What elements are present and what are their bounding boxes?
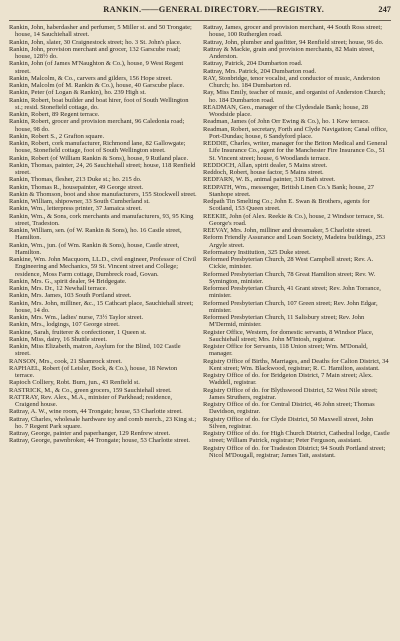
directory-entry: Registry Office of do. for Blythswood District, 52 West Nile street; James Struthers, registrar. [203,386,378,401]
directory-entry: Rankin, Miss, dairy, 16 Shuttle street. [9,335,107,343]
directory-entry: Rankin, Robert, cork manufacturer, Richmond lane, 82 Gallowgate; house, Stonefield cottage, foot of South Wellington street. [9,140,186,155]
directory-entry: Rapioch Colliery, Robt. Burn, jun., 43 Renfield st. [9,379,140,387]
header-rule [9,20,391,21]
directory-entry: Registry Office of do. for High Church District, Cathedral lodge, Castle street; William Patrick, registrar; Peter Ferguson, assistant. [203,430,390,445]
directory-entry: Rankin, Malcolm (of M. Rankin & Co.), house, 40 Garscube place. [9,82,185,89]
directory-entry: Rankin & Thomson, boot and shoe manufacturers, 155 Stockwell street. [9,190,197,198]
directory-entry: Rattray, James, grocer and provision merchant, 44 South Ross street; house, 100 Rutherglen road. [203,24,383,39]
directory-entry: Reformed Presbyterian Church, 41 Grant street; Rev. John Torrance, minister. [203,285,381,300]
directory-entry: Reformed Presbyterian Church, 28 West Campbell street; Rev. A. Cickie, minister. [203,256,374,271]
directory-entry: Rankin, Robert (of William Rankin & Sons), house, 9 Rutland place. [9,154,189,162]
directory-entry: Rankin, John (of James M'Naughton & Co.), house, 9 West Regent street. [9,60,184,75]
directory-entry: REDDOCH, Allan, spirit dealer, 5 Mains street. [203,161,328,169]
directory-entry: Registry Office of do. for Clyde District, 50 Maxwell street, John Silven, registrar. [203,415,374,430]
directory-entry: Registry Office of do. for Central District, 46 John street; Thomas Davidson, registrar. [203,401,375,416]
directory-entry: Reddoch, Robert, house factor, 5 Mains street. [203,169,324,176]
running-title: RANKIN.——GENERAL DIRECTORY.——REGISTRY. [103,5,325,14]
directory-entry: Rattray, Patrick, 204 Dumbarton road. [203,60,303,68]
directory-entry: Rankin, Thomas, painter, 24, 26 Sauchiehall street; house, 118 Renfield street. [9,161,196,176]
directory-entry: Rankin, Miss Elizabeth, matron, Asylum for the Blind, 102 Castle street. [9,343,181,358]
directory-entry: REDPATH, Wm., messenger, British Linen Co.'s Bank; house, 27 Stanhope street. [203,183,374,198]
directory-entry: Reformed Presbyterian Church, 107 Green street; Rev. John Edgar, minister. [203,299,378,314]
directory-entry: REEKIE, John (of Alex. Reekie & Co.), house, 2 Windsor terrace, St. George's road. [203,212,384,227]
directory-entry: REEVAY, Mrs. John, milliner and dressmaker, 5 Charlotte street. [203,227,372,234]
right-column [203,24,391,639]
directory-entry: Rankin, Thomas, flesher, 213 Duke st.; ho. 215 do. [9,176,142,184]
directory-entry: Rattray, A. W., wine room, 44 Trongate; house, 53 Charlotte street. [9,408,183,416]
directory-entry: REDDIE, Charles, writer, manager for the Briton Medical and General Life Insurance Co., agent for the Manchester Fire Insurance Co., 51 St. Vincent street; house, 6 Woodlands terrace. [203,140,388,162]
directory-entry: Rankin, Robert S., 2 Grafton square. [9,132,105,140]
directory-entry: Rankine, Wm. John Macquorn, LL.D., civil engineer, Professor of Civil Engineering and Mechanics, 59 St. Vincent street and College; residence, Moss Farm cottage, Dumbreck road, Govan. [9,256,197,278]
directory-entry: Rankin, Mrs. G., spirit dealer, 94 Bridgegate. [9,277,127,285]
directory-entry: Rankin, Robert, grocer and provision merchant, 96 Caledonia road; house, 98 do. [9,118,185,133]
directory-entry: Rankin, Robert, boat builder and boat hirer, foot of South Wellington st.; resid. Stonefield cottage, do. [9,96,189,111]
directory-entry: Rankin, Thomas R., housepainter, 49 George street. [9,183,144,191]
directory-entry: RAPHAEL, Robert (of Leisler, Bock, & Co.), house, 18 Newton terrace. [9,364,178,379]
directory-entry: Registry Office of Births, Marriages, and Deaths for Calton District, 34 Kent street; Wm. Blackwood, registrar; R. C. Hamilton, assistant. [203,357,389,372]
columns [9,24,391,639]
directory-entry: Reformed Presbyterian Church, 78 Great Hamilton street; Rev. W. Symington, minister. [203,270,376,285]
directory-entry: Rankin, Mrs. Dr., 12 Newhall terrace. [9,285,108,292]
directory-entry: Registry Office of do. for Bridgeton District, 7 Main street; Alex. Waddell, registrar. [203,372,373,387]
directory-entry: Rankin, John, haberdasher and perfumer, 5 Miller st. and 50 Trongate; house, 14 Sauchiehall street. [9,24,192,39]
directory-entry: Rattray & Mackie, grain and provision merchants, 82 Main street, Anderston. [203,45,375,60]
directory-entry: RASTRICK, M., & Co., green grocers, 159 Sauchiehall street. [9,386,172,394]
directory-entry: Rankin, Peter (of Logan & Rankin), ho. 239 High st. [9,89,147,97]
directory-entry: Rankin, William, shipowner, 33 South Cumberland st. [9,198,150,205]
directory-entry: Rankin, Mrs. James, 103 South Portland street. [9,292,132,300]
directory-entry: Redpath Tin Smelting Co.; John E. Swan & Brothers, agents for Scotland, 153 Queen street. [203,198,370,213]
directory-entry: Rankin, Mrs. John, milliner, &c., 15 Cathcart place, Sauchiehall street; house, 14 do. [9,299,194,314]
directory-entry: Rankin, Mrs., lodgings, 107 George street. [9,321,120,329]
directory-entry: Rankin, William, sen. (of W. Rankin & Sons), ho. 16 Castle street, Hamilton. [9,227,182,242]
directory-entry: Rankin, Robert, 89 Regent terrace. [9,111,100,118]
directory-entry: Reformed Presbyterian Church, 11 Salisbury street; Rev. John M'Dermid, minister. [203,314,365,329]
directory-entry: READMAN, Geo., manager of the Clydesdale Bank; house, 28 Woodside place. [203,103,368,118]
directory-entry: Rankin, Wm., jun. (of Wm. Rankin & Sons), house, Castle street, Hamilton. [9,241,180,256]
directory-entry: Rankin, John, provision merchant and grocer, 132 Garscube road; house, 128½ do. [9,45,181,60]
directory-entry: Reformatory Institution, 325 Duke street. [203,248,311,256]
page-number: 247 [378,5,391,14]
directory-entry: RANSON, Mrs., cook, 21 Shamrock street. [9,357,123,365]
directory-entry: Rattray, Charles, wholesale hardware toy and comb merch., 23 King st.; ho. 7 Regent Park square. [9,415,197,430]
directory-entry: Registry Office of do. for Tradeston District; 94 South Portland street; Nicol M'Dougall, registrar; James Tait, assistant. [203,444,386,459]
directory-entry: Reform Friendly Assurance and Loan Society, Madeira buildings, 253 Argyle street. [203,234,386,249]
left-column [9,24,197,639]
directory-entry: Rankin, Malcolm, & Co., carvers and gilders, 156 Hope street. [9,74,173,82]
directory-entry: Rankin, Wm., letterpress printer, 37 Jamaica street. [9,205,143,213]
directory-entry: Rankin, Mrs. Wm., ladies' nurse, 73½ Taylor street. [9,314,144,321]
directory-entry: Rattray, Mrs. Patrick, 204 Dumbarton road. [203,67,317,75]
directory-entry: Register Office, Western, for domestic servants, 8 Windsor Place, Sauchiehall street; Mrs. John M'Intosh, registrar. [203,328,374,343]
directory-entry: Rattray, John, plumber and gasfitter, 94 Renfield street; house, 96 do. [203,38,384,46]
directory-entry: Rankin, John, slater, 30 Craignestock street; ho. 3 St. John's place. [9,38,182,46]
directory-entry: Register Office for Servants, 118 Union street; Wm. M'Donald, manager. [203,343,368,358]
page-header [9,5,391,18]
directory-entry: Rankin, Wm., & Sons, cork merchants and manufacturers, 93, 95 King street, Tradeston. [9,212,194,227]
directory-entry: RATTRAY, Rev. Alex., M.A., minister of Parkhead; residence, Craigend house. [9,393,172,408]
directory-entry: Ray, Miss Emily, teacher of music, and organist of Anderston Church; ho. 184 Dumbarton road. [203,89,386,104]
directory-entry: REDFARN, W. B., animal painter, 318 Bath street. [203,176,336,184]
directory-entry: Rattray, George, pawnbroker, 44 Trongate; house, 53 Charlotte street. [9,437,190,445]
directory-entry: Readman, James (of John Orr Ewing & Co.), ho. 1 Kew terrace. [203,118,370,126]
directory-entry: Readman, Robert, secretary, Forth and Clyde Navigation; Canal office, Port-Dundas; house, 6 Sandyford place. [203,125,388,140]
directory-entry: RAY, Stonbridge, tenor vocalist, and conductor of music, Anderston Church; ho. 184 Dumbarton rd. [203,74,380,89]
directory-entry: Rattray, George, painter and paperhanger, 129 Renfrew street. [9,430,171,437]
directory-entry: Rankine, Sarah, fruiterer & confectioner, 1 Queen st. [9,328,147,336]
